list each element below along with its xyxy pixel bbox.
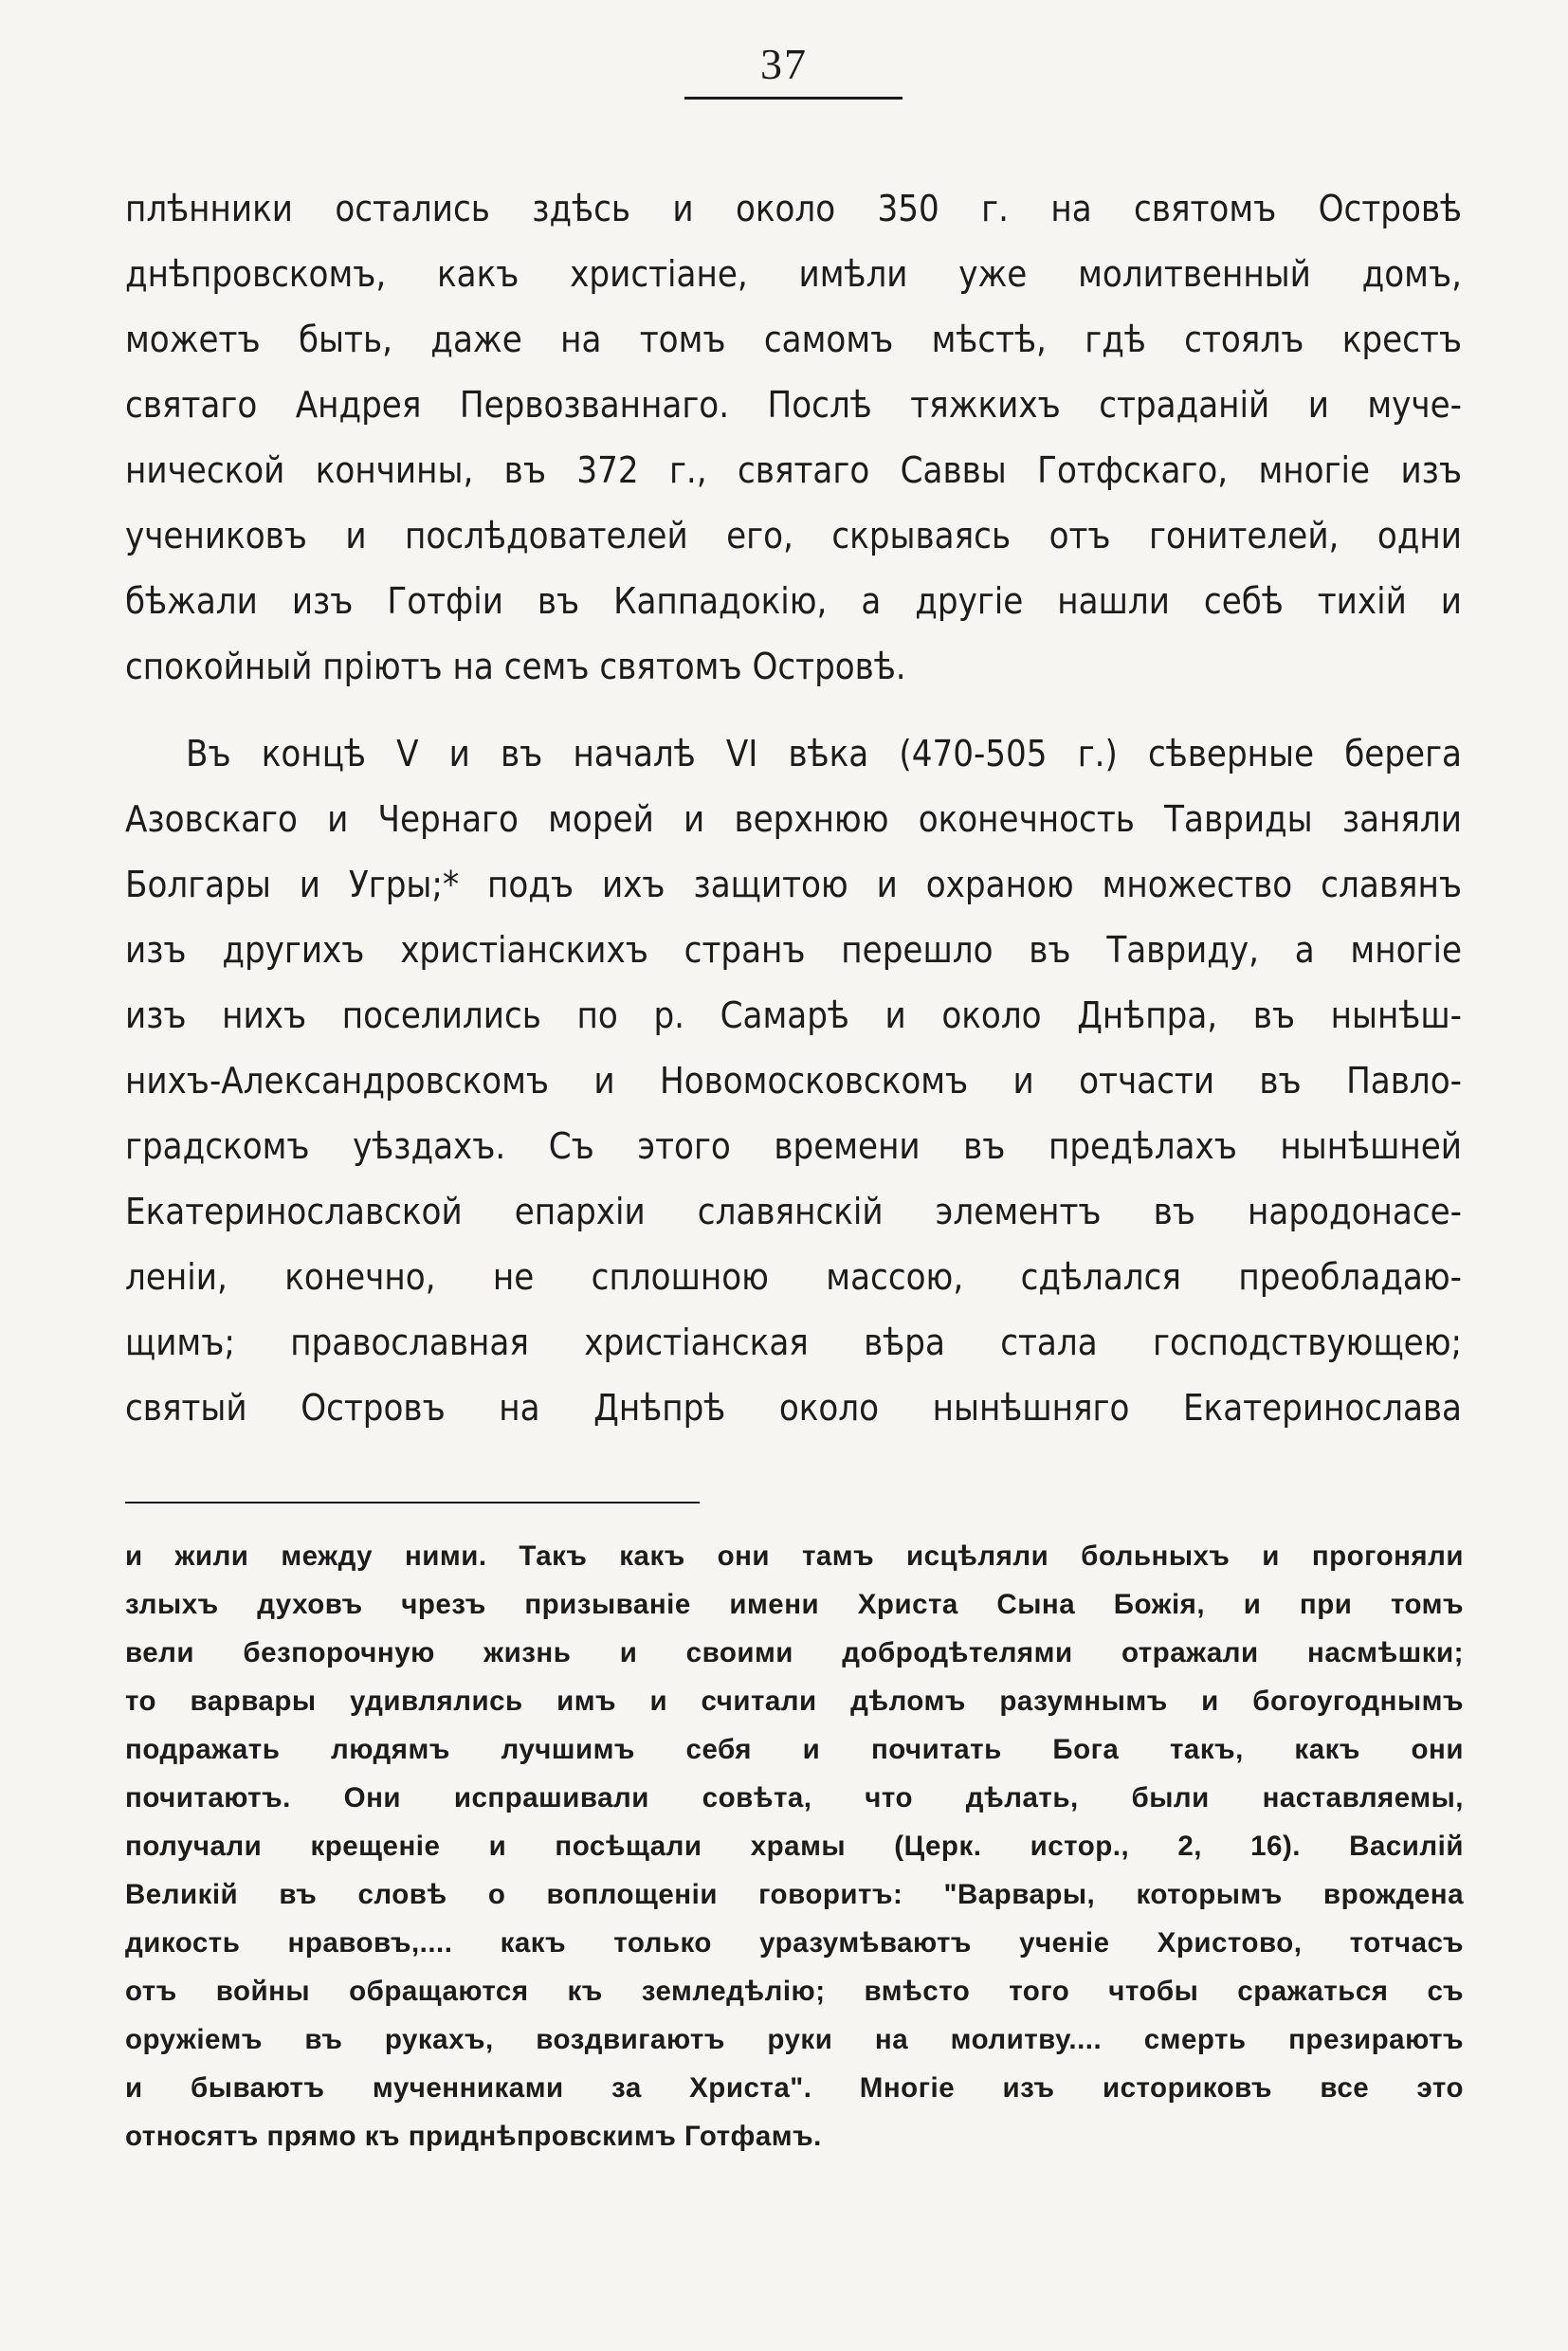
text-line: изъ нихъ поселились по р. Самарѣ и около Днѣпра, въ нынѣш- xyxy=(125,994,1462,1036)
text-line: святаго Андрея Первозваннаго. Послѣ тяжкихъ страданій и муче- xyxy=(125,384,1462,426)
footnote-separator xyxy=(125,1502,700,1504)
footnote-line: и бываютъ мученниками за Христа". Многіе изъ историковъ все это xyxy=(125,2072,1464,2104)
footnote-line: почитаютъ. Они испрашивали совѣта, что дѣлать, были наставляемы, xyxy=(125,1782,1464,1813)
text-line: учениковъ и послѣдователей его, скрываясь отъ гонителей, одни xyxy=(125,515,1462,556)
footnote-line: отъ войны обращаются къ земледѣлію; вмѣсто того чтобы сражаться съ xyxy=(125,1976,1464,2007)
text-line: Болгары и Угры;* подъ ихъ защитою и охраною множество славянъ xyxy=(125,864,1462,905)
text-line: Азовскаго и Чернаго морей и верхнюю оконечность Тавриды заняли xyxy=(125,798,1462,840)
footnote-line: получали крещеніе и посѣщали храмы (Церк. истор., 2, 16). Василій xyxy=(125,1831,1464,1862)
text-line: плѣнники остались здѣсь и около 350 г. на святомъ Островѣ xyxy=(125,188,1462,229)
footnote-line: и жили между ними. Такъ какъ они тамъ исцѣляли больныхъ и прогоняли xyxy=(125,1540,1464,1572)
paragraph-1 xyxy=(125,176,1462,700)
page-number-underline xyxy=(684,97,903,100)
footnote-line: оружіемъ въ рукахъ, воздвигаютъ руки на молитву.... смерть презираютъ xyxy=(125,2024,1464,2055)
footnote-line: Великій въ словѣ о воплощеніи говоритъ: "Варвары, которымъ врождена xyxy=(125,1879,1464,1910)
footnote-line: злыхъ духовъ чрезъ призываніе имени Христа Сына Божія, и при томъ xyxy=(125,1589,1464,1620)
footnote xyxy=(125,1532,1464,2160)
text-line: Екатеринославской епархіи славянскій элементъ въ народонасе- xyxy=(125,1191,1462,1232)
text-line: спокойный пріютъ на семъ святомъ Островѣ. xyxy=(125,646,906,687)
text-line: леніи, конечно, не сплошною массою, сдѣлался преобладаю- xyxy=(125,1256,1462,1298)
text-line: днѣпровскомъ, какъ христіане, имѣли уже молитвенный домъ, xyxy=(125,253,1462,295)
footnote-line: то варвары удивлялись имъ и считали дѣломъ разумнымъ и богоугоднымъ xyxy=(125,1686,1464,1717)
text-line: Въ концѣ V и въ началѣ VI вѣка (470-505 г.) сѣверные берега xyxy=(186,733,1462,775)
text-line: можетъ быть, даже на томъ самомъ мѣстѣ, гдѣ стоялъ крестъ xyxy=(125,319,1462,360)
text-line: святый Островъ на Днѣпрѣ около нынѣшняго Екатеринослава xyxy=(125,1387,1462,1429)
text-line: нихъ-Александровскомъ и Новомосковскомъ и отчасти въ Павло- xyxy=(125,1060,1462,1102)
text-line: изъ другихъ христіанскихъ странъ перешло въ Тавриду, а многіе xyxy=(125,929,1462,971)
text-line: бѣжали изъ Готфіи въ Каппадокію, а другіе нашли себѣ тихій и xyxy=(125,580,1462,622)
footnote-line: дикость нравовъ,.... какъ только уразумѣваютъ ученіе Христово, тотчасъ xyxy=(125,1927,1464,1959)
text-line: градскомъ уѣздахъ. Съ этого времени въ предѣлахъ нынѣшней xyxy=(125,1125,1462,1167)
page-number: 37 xyxy=(760,40,808,88)
footnote-line: подражать людямъ лучшимъ себя и почитать Бога такъ, какъ они xyxy=(125,1734,1464,1765)
main-text xyxy=(125,176,1462,1441)
text-line: щимъ; православная христіанская вѣра стала господствующею; xyxy=(125,1321,1462,1363)
footnote-line: относятъ прямо къ приднѣпровскимъ Готфамъ. xyxy=(125,2121,822,2152)
paragraph-2 xyxy=(125,721,1462,1441)
text-line: нической кончины, въ 372 г., святаго Саввы Готфскаго, многіе изъ xyxy=(125,449,1462,491)
footnote-line: вели безпорочную жизнь и своими добродѣтелями отражали насмѣшки; xyxy=(125,1637,1464,1668)
